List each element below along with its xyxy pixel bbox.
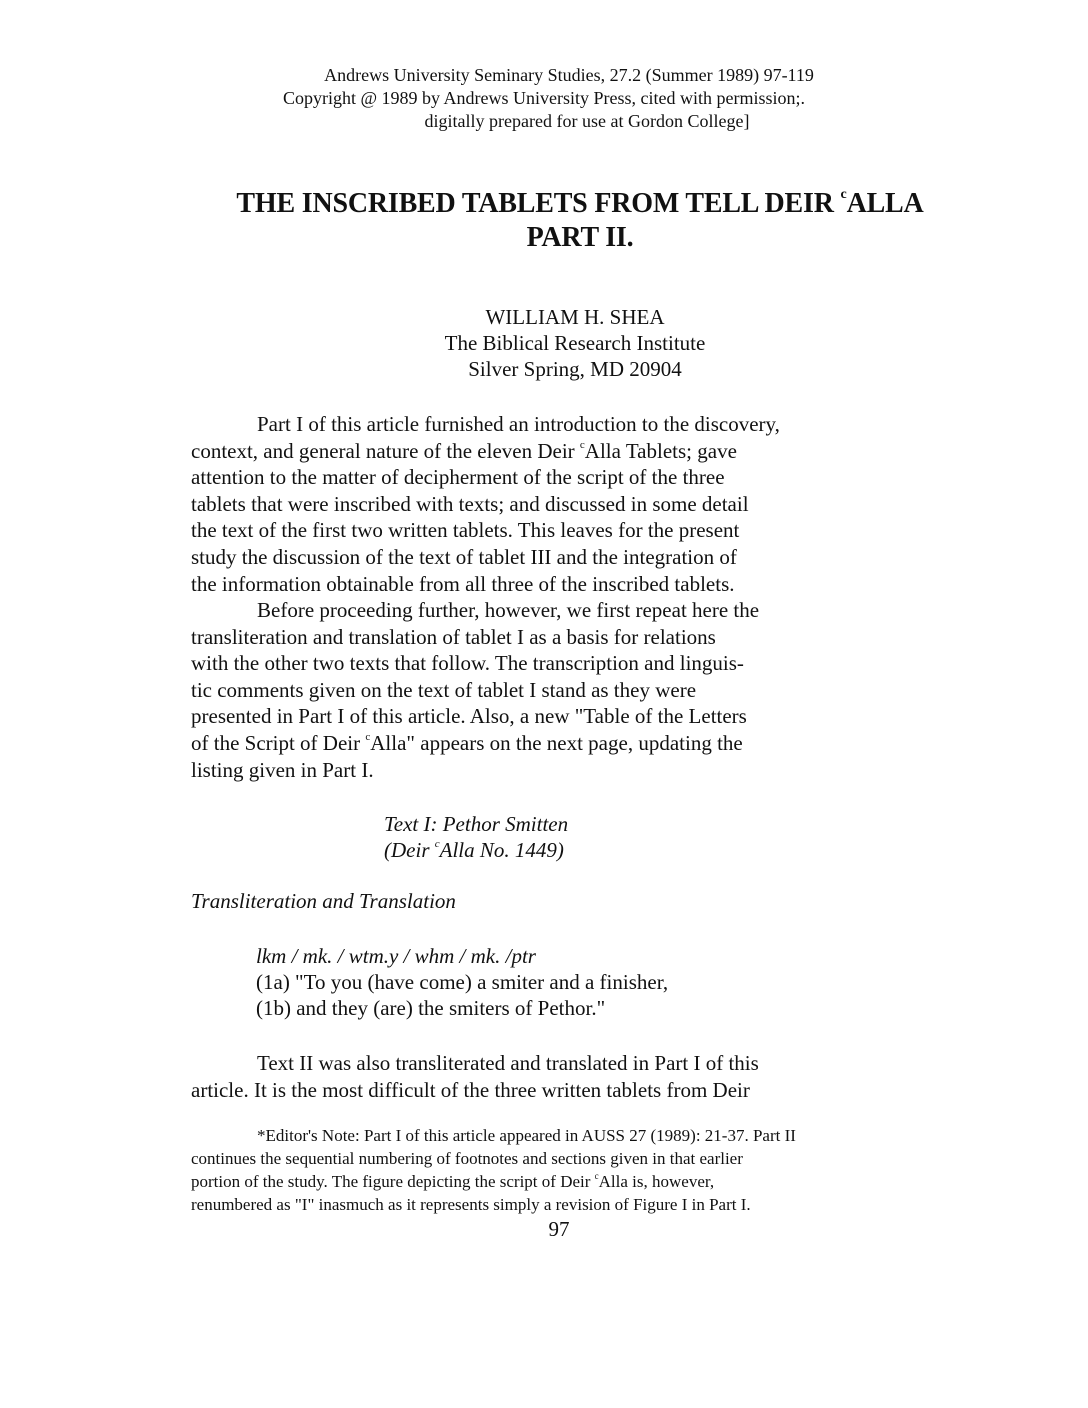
translation-line-1a: (1a) "To you (have come) a smiter and a finisher, — [256, 970, 669, 994]
header-digital-note: digitally prepared for use at Gordon College] — [424, 111, 750, 131]
author-name: WILLIAM H. SHEA — [485, 305, 665, 329]
paragraph-2: Before proceeding further, however, we first repeat here the transliteration and translation of tablet I as a basis for relations with the other two texts that follow. The transcription and linguis- tic comments given on the text of tablet I stand as they were presented in Part I of this article. Also, a new "Table of the Letters of the Script of Deir $^c$Alla" appears on the next page, updating the listing given in Part I. — [191, 598, 760, 782]
article-title — [150, 187, 1010, 255]
paragraph-1: Part I of this article furnished an introduction to the discovery, context, and general nature of the eleven Deir $^c$Alla Tablets; gave attention to the matter of decipherment of the script of the three tablets that were inscribed with texts; and discussed in some detail the text of the first two written tablets. This leaves for the present study the discussion of the text of tablet III and the integration of the information obtainable from all three of the inscribed tablets. — [191, 412, 780, 596]
section-heading: Transliteration and Translation — [191, 889, 456, 913]
page-number: 97 — [548, 1217, 570, 1241]
header-copyright: Copyright @ 1989 by Andrews University Press, cited with permission;. — [282, 88, 806, 108]
title-line-2: PART II. — [526, 222, 634, 253]
author-location: Silver Spring, MD 20904 — [468, 357, 682, 381]
author-institution: The Biblical Research Institute — [444, 331, 706, 355]
author-block — [260, 304, 890, 382]
text-heading — [384, 811, 784, 863]
journal-header — [0, 64, 1088, 133]
paragraph-3: Text II was also transliterated and translated in Part I of this article. It is the most difficult of the three written tablets from Deir — [191, 1051, 759, 1102]
transliteration-block — [256, 943, 668, 1021]
editors-footnote: *Editor's Note: Part I of this article appeared in AUSS 27 (1989): 21-37. Part II continues the sequential numbering of footnotes and sections given in that earlier portion of the study. The figure depicting the script of Deir $^c$Alla is, however, renumbered as "I" inasmuch as it represents simply a revision of Figure I in Part I. — [191, 1126, 796, 1214]
title-line-1: THE INSCRIBED TABLETS FROM TELL DEIR $^c$ALLA — [236, 187, 924, 219]
text-title: Text I: Pethor Smitten — [384, 812, 569, 836]
transliteration-line: lkm / mk. / wtm.y / whm / mk. /ptr — [256, 944, 536, 968]
header-citation: Andrews University Seminary Studies, 27.2 (Summer 1989) 97-119 — [324, 65, 814, 85]
translation-line-1b: (1b) and they (are) the smiters of Pethor." — [256, 996, 606, 1020]
text-catalog-number: (Deir $^c$Alla No. 1449) — [384, 838, 564, 862]
